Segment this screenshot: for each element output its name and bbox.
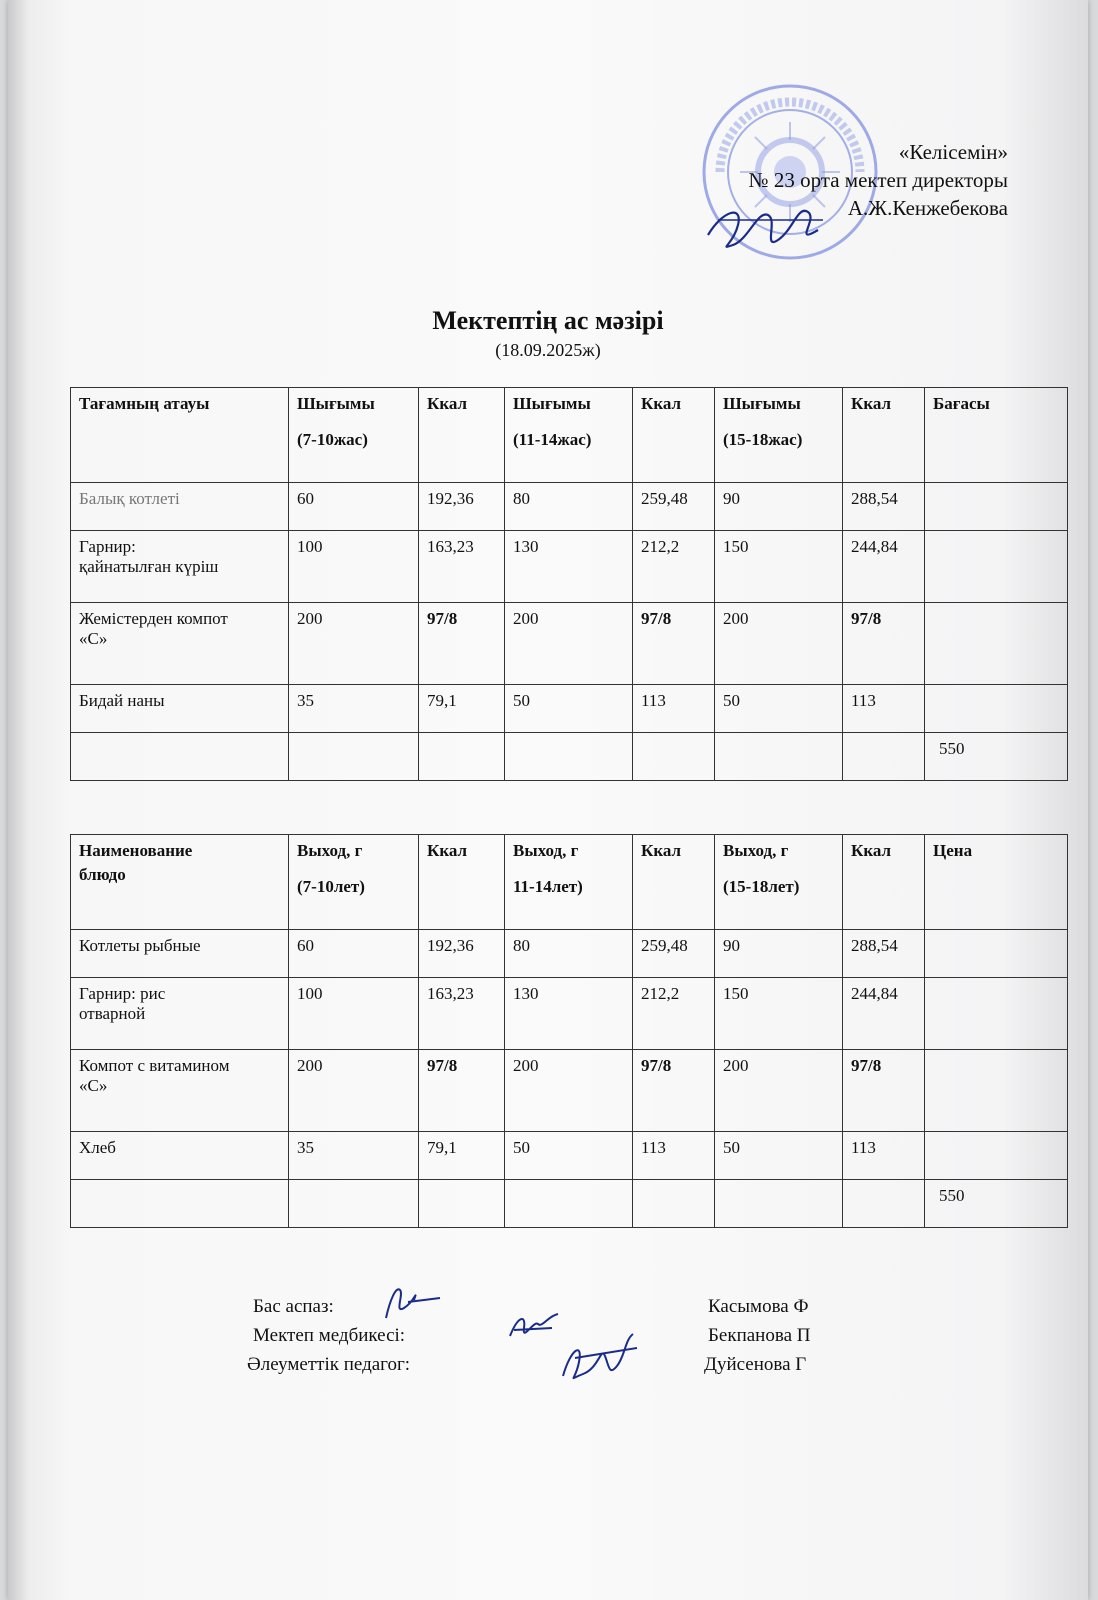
price-cell [925,1132,1068,1180]
table-header-row [71,388,1068,483]
output-value: 150 [715,978,843,1050]
document-page [8,0,1088,1600]
kcal-value: 244,84 [843,978,925,1050]
kcal-value: 79,1 [419,1132,505,1180]
empty-cell [843,1180,925,1228]
table-row [71,1050,1068,1132]
header-kcal: Ккал [843,388,925,483]
kcal-value: 288,54 [843,930,925,978]
output-value: 80 [505,483,633,531]
signature-names [704,1292,811,1379]
output-value: 150 [715,531,843,603]
price-cell [925,685,1068,733]
menu-date: (18.09.2025ж) [495,340,601,360]
price-cell [925,1050,1068,1132]
header-kcal: Ккал [843,835,925,930]
kcal-value: 79,1 [419,685,505,733]
kcal-value: 97/8 [843,603,925,685]
price-cell [925,978,1068,1050]
empty-cell [289,733,419,781]
pedagog-role: Әлеуметтік педагог: [247,1354,411,1375]
output-value: 50 [715,685,843,733]
empty-cell [843,733,925,781]
price-cell [925,483,1068,531]
header-kcal: Ккал [633,388,715,483]
output-value: 200 [715,603,843,685]
header-output-15-18: Выход, г (15-18лет) [715,835,843,930]
menu-table-ru [70,834,1068,1228]
header-output-7-10: Выход, г (7-10лет) [289,835,419,930]
kcal-value: 113 [633,685,715,733]
table-row [71,603,1068,685]
kcal-value: 192,36 [419,483,505,531]
empty-cell [715,1180,843,1228]
kcal-value: 192,36 [419,930,505,978]
output-value: 200 [289,1050,419,1132]
approval-block [749,138,1008,222]
header-kcal: Ккал [419,835,505,930]
kcal-value: 113 [633,1132,715,1180]
empty-cell [71,1180,289,1228]
output-value: 60 [289,930,419,978]
header-output-15-18: Шығымы (15-18жас) [715,388,843,483]
dish-name: Гарнир: қайнатылған күріш [71,531,289,603]
kcal-value: 97/8 [419,603,505,685]
output-value: 200 [289,603,419,685]
table-row [71,930,1068,978]
output-value: 60 [289,483,419,531]
output-value: 200 [505,1050,633,1132]
chef-signature [378,1280,448,1325]
header-kcal: Ккал [633,835,715,930]
empty-cell [289,1180,419,1228]
price-cell [925,531,1068,603]
empty-cell [505,733,633,781]
kcal-value: 212,2 [633,978,715,1050]
output-value: 50 [505,685,633,733]
header-output-11-14: Шығымы (11-14жас) [505,388,633,483]
empty-cell [71,733,289,781]
output-value: 35 [289,1132,419,1180]
output-value: 35 [289,685,419,733]
output-value: 130 [505,531,633,603]
empty-cell [419,733,505,781]
table-row [71,978,1068,1050]
table-row [71,685,1068,733]
kcal-value: 244,84 [843,531,925,603]
kcal-value: 97/8 [633,1050,715,1132]
empty-cell [633,1180,715,1228]
pedagog-signature [553,1328,643,1388]
approval-director-name: А.Ж.Кенжебекова [847,196,1008,220]
output-value: 90 [715,930,843,978]
paper-edge [8,0,30,1600]
table-row [71,483,1068,531]
approval-position: № 23 орта мектеп директоры [748,168,1008,192]
menu-table-kz [70,387,1068,781]
kcal-value: 113 [843,685,925,733]
table-row [71,1132,1068,1180]
empty-cell [419,1180,505,1228]
kcal-value: 97/8 [633,603,715,685]
total-price: 550 [925,733,1068,781]
kcal-value: 259,48 [633,483,715,531]
output-value: 100 [289,978,419,1050]
total-price: 550 [925,1180,1068,1228]
output-value: 50 [715,1132,843,1180]
dish-name: Котлеты рыбные [71,930,289,978]
nurse-name: Бекпанова П [708,1325,811,1346]
header-dish-name: Наименование блюдо [71,835,289,930]
header-output-7-10: Шығымы (7-10жас) [289,388,419,483]
kcal-value: 97/8 [843,1050,925,1132]
output-value: 80 [505,930,633,978]
nurse-role: Мектеп медбикесі: [253,1325,406,1346]
chef-role: Бас аспаз: [253,1296,334,1317]
output-value: 200 [505,603,633,685]
approval-heading: «Келісемін» [898,140,1008,164]
dish-name: Балық котлеті [71,483,289,531]
output-value: 50 [505,1132,633,1180]
price-cell [925,930,1068,978]
dish-name: Компот с витамином «С» [71,1050,289,1132]
kcal-value: 113 [843,1132,925,1180]
kcal-value: 163,23 [419,531,505,603]
kcal-value: 97/8 [419,1050,505,1132]
output-value: 130 [505,978,633,1050]
table-header-row [71,835,1068,930]
output-value: 90 [715,483,843,531]
page-title: Мектептің ас мәзірі [432,306,664,335]
kcal-value: 163,23 [419,978,505,1050]
pedagog-name: Дуйсенова Г [704,1354,807,1375]
kcal-value: 288,54 [843,483,925,531]
dish-name: Хлеб [71,1132,289,1180]
price-cell [925,603,1068,685]
table-total-row [71,733,1068,781]
header-output-11-14: Выход, г 11-14лет) [505,835,633,930]
table-row [71,531,1068,603]
header-price: Цена [925,835,1068,930]
dish-name: Бидай наны [71,685,289,733]
kcal-value: 212,2 [633,531,715,603]
table-total-row [71,1180,1068,1228]
header-kcal: Ккал [419,388,505,483]
header-price: Бағасы [925,388,1068,483]
dish-name: Гарнир: рис отварной [71,978,289,1050]
output-value: 200 [715,1050,843,1132]
header-dish-name: Тағамның атауы [71,388,289,483]
chef-name: Касымова Ф [708,1296,809,1317]
empty-cell [633,733,715,781]
empty-cell [505,1180,633,1228]
output-value: 100 [289,531,419,603]
dish-name: Жемістерден компот «С» [71,603,289,685]
kcal-value: 259,48 [633,930,715,978]
empty-cell [715,733,843,781]
